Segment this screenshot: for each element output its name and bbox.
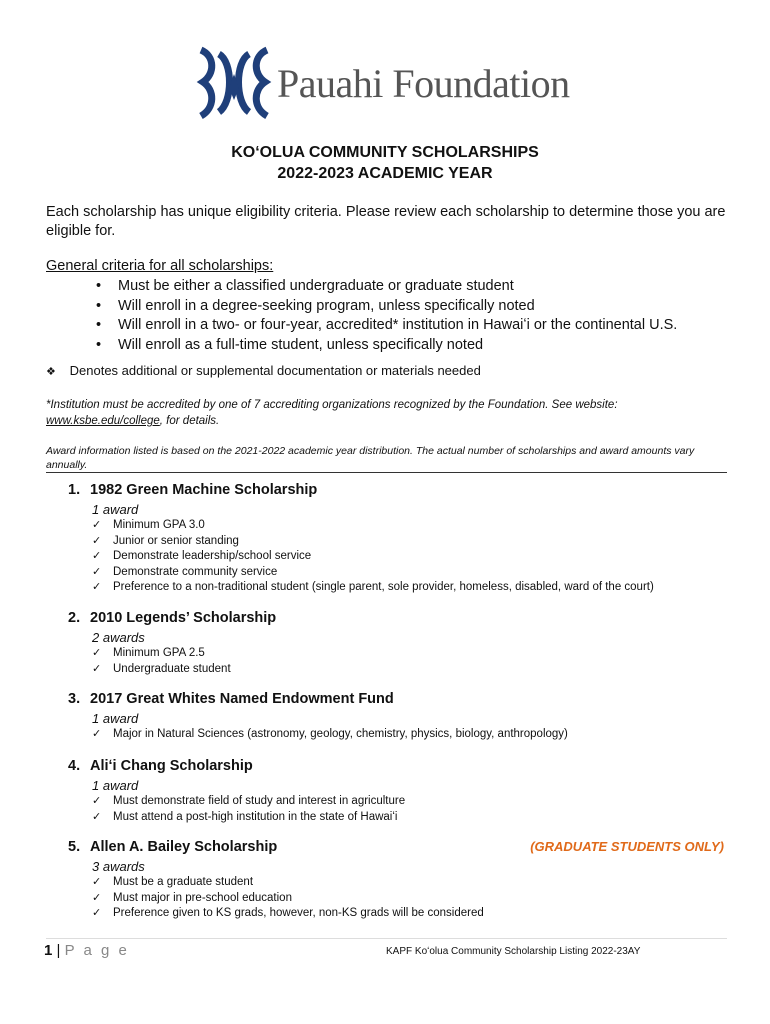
criteria-item: ✓ Demonstrate community service	[92, 565, 728, 581]
criteria-item: ✓ Preference to a non-traditional student (single parent, sole provider, homeless, disabled, ward of the court)	[92, 580, 728, 596]
scholarship-criteria	[68, 875, 728, 922]
scholarship-awards: 1 award	[92, 502, 139, 517]
page-number-value: 1	[44, 942, 53, 959]
criteria-item: ✓ Must attend a post-high institution in the state of Hawaiʻi	[92, 810, 728, 826]
criteria-item: ✓ Major in Natural Sciences (astronomy, geology, chemistry, physics, biology, anthropology)	[92, 727, 728, 743]
scholarship-number: 3.	[68, 691, 81, 707]
award-info-note: Award information listed is based on the 2021-2022 academic year distribution. The actual number of scholarships and award amounts vary annually.	[46, 445, 695, 471]
scholarship-number: 2.	[68, 610, 81, 626]
scholarship-heading	[68, 482, 728, 501]
page-label: P a g e	[64, 942, 130, 959]
denotes-text: Denotes additional or supplemental documentation or materials needed	[69, 363, 481, 378]
criteria-item: ✓ Must demonstrate field of study and interest in agriculture	[92, 794, 728, 810]
page-title	[0, 142, 770, 184]
scholarship-name: Allen A. Bailey Scholarship	[90, 839, 278, 855]
scholarship-number: 1.	[68, 482, 81, 498]
title-line-2: 2022-2023 ACADEMIC YEAR	[277, 165, 493, 182]
scholarship-criteria	[68, 727, 728, 743]
denotes-legend	[46, 363, 481, 378]
footer-divider	[46, 938, 727, 939]
scholarship-awards: 2 awards	[92, 630, 145, 645]
scholarship-number: 4.	[68, 758, 81, 774]
pauahi-crest-icon	[195, 44, 273, 122]
scholarship-heading	[68, 610, 728, 629]
criteria-item: ✓ Undergraduate student	[92, 662, 728, 678]
scholarship-entry	[68, 482, 728, 596]
criteria-item: ✓ Minimum GPA 3.0	[92, 518, 728, 534]
scholarship-criteria	[68, 794, 728, 825]
scholarship-entry	[68, 758, 728, 825]
accreditation-note	[46, 397, 726, 429]
scholarship-criteria	[68, 646, 728, 677]
scholarship-awards: 1 award	[92, 778, 139, 793]
accreditation-note-tail: , for details.	[159, 415, 220, 427]
criteria-item: ✓ Junior or senior standing	[92, 534, 728, 550]
footer-title: KAPF Koʻolua Community Scholarship Listing 2022-23AY	[386, 946, 641, 957]
accreditation-note-text: *Institution must be accredited by one of 7 accrediting organizations recognized by the Foundation. See website:	[46, 399, 618, 411]
ksbe-college-link[interactable]: www.ksbe.edu/college	[46, 415, 160, 427]
general-criteria-title: General criteria for all scholarships:	[46, 258, 274, 274]
scholarship-name: 2017 Great Whites Named Endowment Fund	[90, 691, 394, 707]
scholarship-entry	[68, 839, 728, 922]
intro-paragraph: Each scholarship has unique eligibility criteria. Please review each scholarship to determine those you are eligible for.	[46, 204, 726, 239]
criteria-item: ✓ Must major in pre-school education	[92, 891, 728, 907]
scholarship-heading	[68, 691, 728, 710]
general-criteria-item: • Will enroll as a full-time student, unless specifically noted	[96, 336, 677, 356]
scholarship-awards: 3 awards	[92, 859, 145, 874]
scholarship-heading	[68, 758, 728, 777]
scholarship-criteria	[68, 518, 728, 596]
general-criteria-item: • Will enroll in a degree-seeking program, unless specifically noted	[96, 297, 677, 317]
pauahi-foundation-logo	[195, 44, 575, 124]
scholarship-name: Aliʻi Chang Scholarship	[90, 758, 253, 774]
graduate-only-badge: (GRADUATE STUDENTS ONLY)	[530, 839, 724, 854]
scholarship-entry	[68, 610, 728, 677]
general-criteria-item: • Will enroll in a two- or four-year, accredited* institution in Hawaiʻi or the continental U.S.	[96, 316, 677, 336]
scholarship-heading	[68, 839, 728, 858]
divider	[46, 472, 727, 473]
general-criteria-item: • Must be either a classified undergraduate or graduate student	[96, 277, 677, 297]
criteria-item: ✓ Preference given to KS grads, however, non-KS grads will be considered	[92, 906, 728, 922]
logo-text: Pauahi Foundation	[277, 61, 570, 106]
criteria-item: ✓ Minimum GPA 2.5	[92, 646, 728, 662]
scholarship-number: 5.	[68, 839, 81, 855]
scholarship-name: 2010 Legends’ Scholarship	[90, 610, 277, 626]
title-line-1: KOʻOLUA COMMUNITY SCHOLARSHIPS	[231, 144, 539, 161]
page-number: 1 | P a g e	[44, 942, 130, 959]
scholarship-name: 1982 Green Machine Scholarship	[90, 482, 318, 498]
scholarship-entry	[68, 691, 728, 743]
diamond-bullet-icon: ❖	[46, 366, 56, 378]
criteria-item: ✓ Must be a graduate student	[92, 875, 728, 891]
scholarship-awards: 1 award	[92, 711, 139, 726]
general-criteria-list	[96, 277, 677, 355]
criteria-item: ✓ Demonstrate leadership/school service	[92, 549, 728, 565]
